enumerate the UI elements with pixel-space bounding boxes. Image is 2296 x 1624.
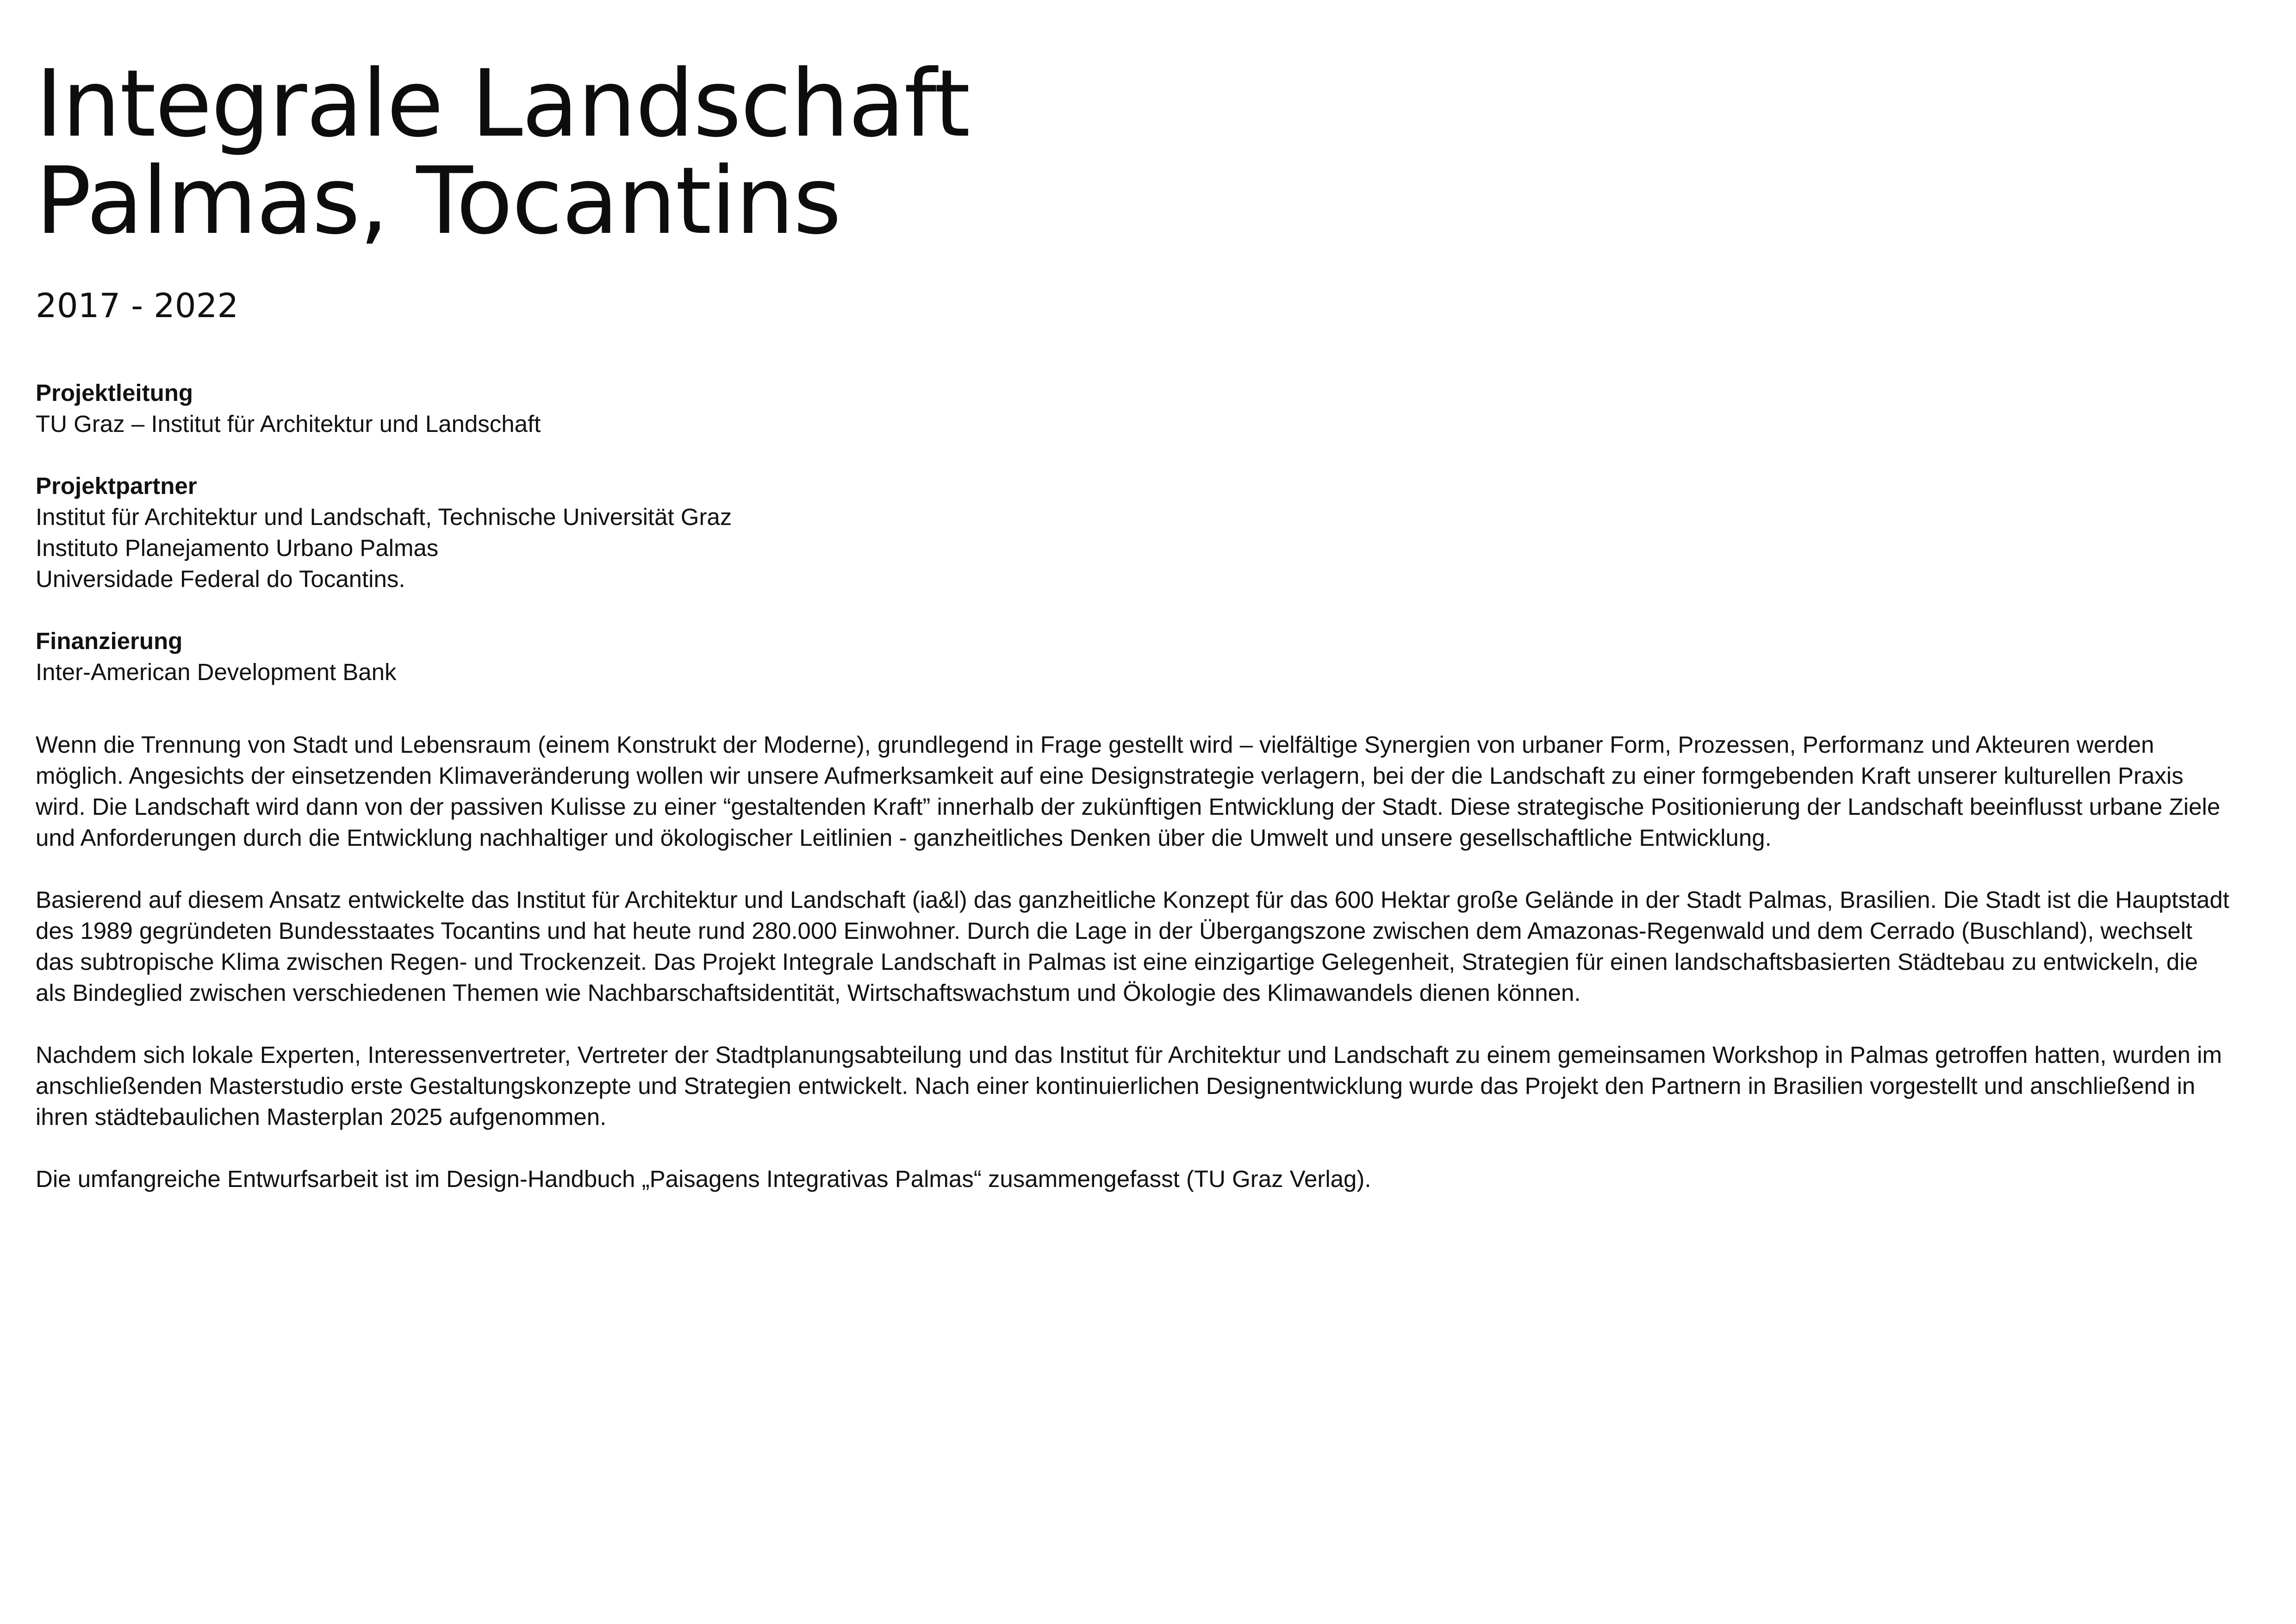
meta-line: Inter-American Development Bank bbox=[36, 659, 397, 685]
body-paragraph: Die umfangreiche Entwurfsarbeit ist im Design-Handbuch „Paisagens Integrativas Palmas“ zusammengefasst (TU Graz Verlag). bbox=[36, 1166, 1371, 1192]
meta-finanzierung bbox=[36, 625, 2239, 687]
meta-line: Institut für Architektur und Landschaft, Technische Universität Graz bbox=[36, 504, 732, 530]
meta-heading-projektleitung: Projektleitung bbox=[36, 380, 193, 406]
page-title-line-2: Palmas, Tocantins bbox=[36, 147, 841, 255]
meta-heading-finanzierung: Finanzierung bbox=[36, 628, 183, 654]
meta-line: TU Graz – Institut für Architektur und Landschaft bbox=[36, 411, 541, 437]
project-years: 2017 - 2022 bbox=[36, 286, 239, 325]
page-title bbox=[36, 50, 2239, 255]
body-paragraph: Wenn die Trennung von Stadt und Lebensraum (einem Konstrukt der Moderne), grundlegend in Frage gestellt wird – vielfältige Synergien von urbaner Form, Prozessen, Performanz und Akteuren werden möglich. Angesichts der einsetzenden Klimaveränderung wollen wir unsere Aufmerksamkeit auf eine Designstrategie verlagern, bei der die Landschaft zu einer formgebenden Kraft unserer kulturellen Praxis wird. Die Landschaft wird dann von der passiven Kulisse zu einer “gestaltenden Kraft” innerhalb der zukünftigen Entwicklung der Stadt. Diese strategische Positionierung der Landschaft beeinflusst urbane Ziele und Anforderungen durch die Entwicklung nachhaltiger und ökologischer Leitlinien - ganzheitliches Denken über die Umwelt und unsere gesellschaftliche Entwicklung. bbox=[36, 731, 2221, 851]
meta-line: Universidade Federal do Tocantins. bbox=[36, 566, 405, 592]
body-paragraph: Nachdem sich lokale Experten, Interessenvertreter, Vertreter der Stadtplanungsabteilung und das Institut für Architektur und Landschaft zu einem gemeinsamen Workshop in Palmas getroffen hatten, wurden im anschließenden Masterstudio erste Gestaltungskonzepte und Strategien entwickelt. Nach einer kontinuierlichen Designentwicklung wurde das Projekt den Partnern in Brasilien vorgestellt und anschließend in ihren städtebaulichen Masterplan 2025 aufgenommen. bbox=[36, 1042, 2222, 1130]
meta-projektleitung bbox=[36, 377, 2239, 439]
page-title-line-1: Integrale Landschaft bbox=[36, 50, 970, 158]
meta-line: Instituto Planejamento Urbano Palmas bbox=[36, 535, 439, 561]
body-paragraph: Basierend auf diesem Ansatz entwickelte das Institut für Architektur und Landschaft (ia&l) das ganzheitliche Konzept für das 600 Hektar große Gelände in der Stadt Palmas, Brasilien. Die Stadt ist die Hauptstadt des 1989 gegründeten Bundesstaates Tocantins und hat heute rund 280.000 Einwohner. Durch die Lage in der Übergangszone zwischen dem Amazonas-Regenwald und dem Cerrado (Buschland), wechselt das subtropische Klima zwischen Regen- und Trockenzeit. Das Projekt Integrale Landschaft in Palmas ist eine einzigartige Gelegenheit, Strategien für einen landschaftsbasierten Städtebau zu entwickeln, die als Bindeglied zwischen verschiedenen Themen wie Nachbarschaftsidentität, Wirtschaftswachstum und Ökologie des Klimawandels dienen können. bbox=[36, 887, 2229, 1006]
meta-projektpartner bbox=[36, 470, 2239, 594]
document-page bbox=[36, 50, 2239, 1225]
meta-heading-projektpartner: Projektpartner bbox=[36, 473, 197, 499]
project-meta bbox=[36, 377, 2239, 687]
body-text bbox=[36, 729, 2229, 1194]
